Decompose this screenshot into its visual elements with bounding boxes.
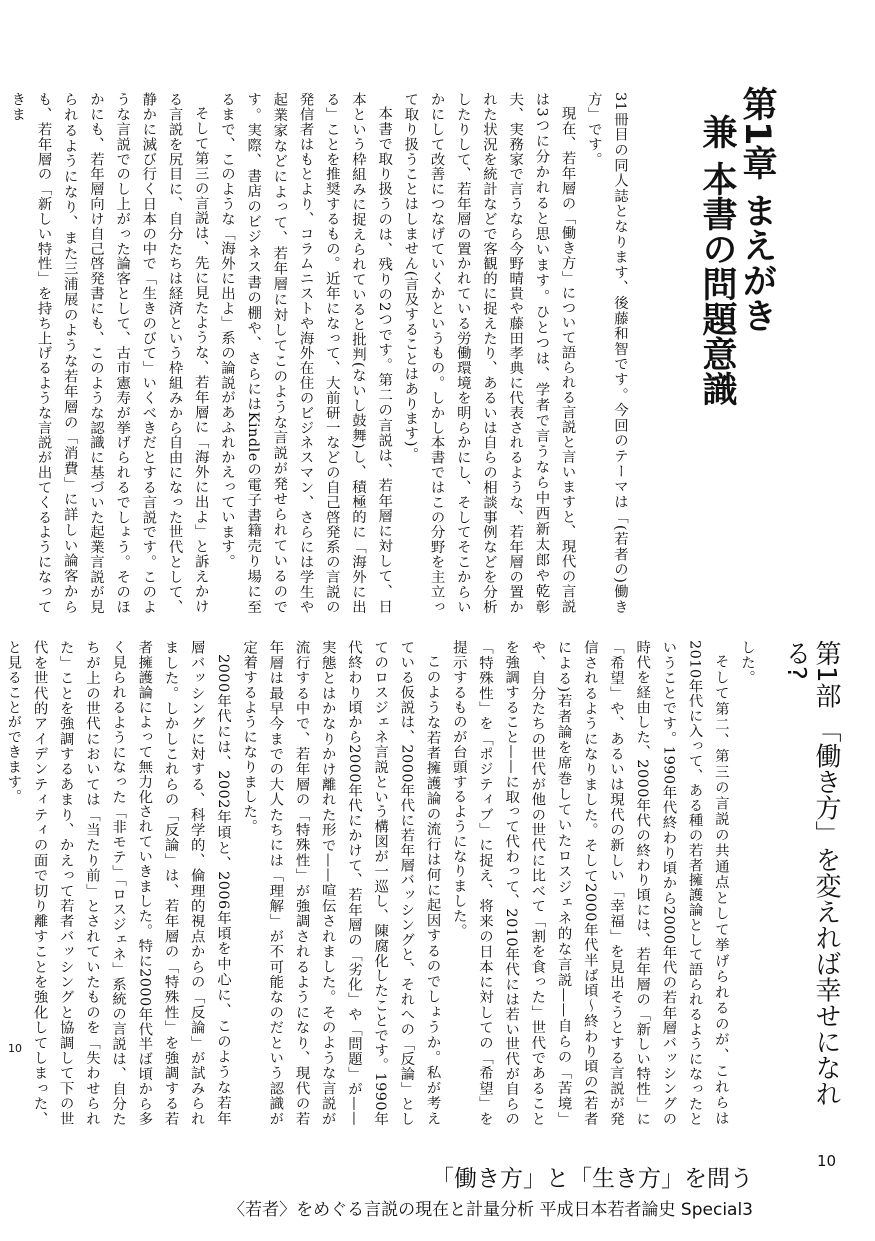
paragraph: このような若者擁護論の流行は何に起因するのでしょうか。私が考えている仮説は、2000年代に若年層バッシングと、それへの「反論」としてのロスジェネ言説という構図が一巡し、陳腐化したことです。1990年代終わり頃から2000年代にかけて、若年層の「劣化」や「問題」が——実態とはかなりかけ離れた形で——喧伝されました。そのような言説が流行する中で、若年層の「特殊性」が強調されるようになり、現代の若年層は最早今までの大人たちには「理解」が不可能なのだという認識が定着するようになりました。 xyxy=(241,640,441,1126)
footer-book-title: 「働き方」と「生き方」を問う xyxy=(431,1166,753,1192)
chapter-title-line2: 兼 本書の問題意識 xyxy=(697,114,737,407)
page-number-margin: 10 xyxy=(8,1042,22,1055)
paragraph: 本書で取り扱うのは、残りの2つです。第二の言説は、若年層に対して、日本という枠組みに捉えられていると批判(ないし鼓舞)し、積極的に「海外に出る」ことを推奨するもの。近年になって、大前研一などの自己啓発系の言説の発信者はもとより、コラムニストや海外在住のビジネスマン、さらには学生や起業家などによって、若年層に対してこのような言説が発せられているのです。実際、書店のビジネス書の棚や、さらにはKindleの電子書籍売り場に至るまで、このような「海外に出よ」系の論説があふれかえっています。 xyxy=(218,92,393,614)
paragraph: そして第三の言説は、先に見たような、若年層に「海外に出よ」と訴えかける言説を尻目に、自分たちは経済という枠組みから自由になった世代として、静かに滅び行く日本の中で「生きのびて」いくべきだとする言説です。このような言説でのし上がった論客として、古市憲寿が挙げられるでしょう。そのほかにも、若年層向け自己啓発書にも、このような認識に基づいた起業言説が見られるようになり、また三浦展のような若年層の「消費」に詳しい論客からも、若年層の「新しい特性」を持ち上げるような言説が出てくるようになってきま xyxy=(9,92,209,614)
chapter-title-line1: 第1章 まえがき xyxy=(737,86,777,333)
page-number: 10 xyxy=(817,1152,837,1170)
lower-body-text xyxy=(5,640,760,1126)
paragraph: 現在、若年層の「働き方」について語られる言説と言いますと、現代の言説は3つに分かれると思います。ひとつは、学者で言うなら中西新太郎や乾彰夫、実務家で言うなら今野晴貴や藤田孝典に代表されるような、若年層の置かれた状況を統計などで客観的に捉えたり、あるいは自らの相談事例などを分析したりして、若年層の置かれている労働環境を明らかにし、そしてそこからいかにして改善につなげていくかというもの。しかし本書ではこの分野を主立って取り扱うことはしません(言及することはあります)。 xyxy=(402,92,576,614)
part-title: 第1部 「働き方」を変えれば幸せになれる? xyxy=(781,640,841,1107)
upper-body-text xyxy=(9,92,633,614)
footer-book-subtitle: 〈若者〉をめぐる言説の現在と計量分析 平成日本若者論史 Special3 xyxy=(228,1200,753,1220)
paragraph: 31冊目の同人誌となります、後藤和智です。今回のテーマは「(若者の)働き方」です。 xyxy=(585,92,628,614)
paragraph: そして第二、第三の言説の共通点として挙げられるのが、これらは2010年代に入って、ある種の若者擁護論として語られるようになったということです。1990年代終わり頃から2000年代の若年層バッシングの時代を経由した、2000年代の終わり頃には、若年層の「新しい特性」に「希望」や、あるいは現代の新しい「幸福」を見出そうとする言説が発信されるようになりました。そして2000年代半ば頃〜終わり頃の(若者による)若者論を席巻していたロスジェネ的な言説——自らの「苦境」や、自分たちの世代が他の世代に比べて「割を食った」世代であることを強調すること——に取って代わって、2010年代には若い世代が自らの「特殊性」を「ポジティブ」に捉え、将来の日本に対しての「希望」を提示するものが台頭するようになりました。 xyxy=(450,640,729,1126)
chapter-title xyxy=(697,86,777,526)
paragraph: 2000年代には、2002年頃と、2006年頃を中心に、このような若年層バッシングに対する、科学的、倫理的視点からの「反論」が試みられました。しかしこれらの「反論」は、若年層の「特殊性」を強調する若者擁護論によって無力化されていきました。特に2000年代半ば頃から多く見られるようになった「非モテ」「ロスジェネ」系統の言説は、自分たちが上の世代においては「当たり前」とされていたものを「失わせられた」ことを強調するあまり、かえって若者バッシングと協調して下の世代を世代的アイデンティティの面で切り離すことを強化してしまった、と見ることができます。 xyxy=(5,640,231,1126)
paragraph: した。 xyxy=(739,640,755,685)
